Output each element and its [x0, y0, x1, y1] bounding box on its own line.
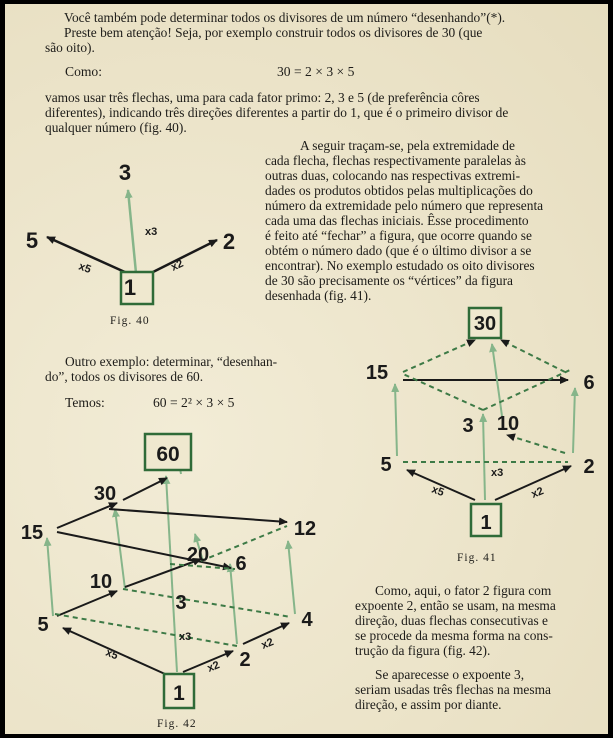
right-para-line-10: de 30 são precisamente os “vértices” da figura [265, 273, 513, 288]
fig41-node-10: 10 [496, 413, 520, 435]
right-para-line-11: desenhada (fig. 41). [265, 288, 372, 303]
bottom-para2-line-2: seriam usadas três flechas na mesma [355, 682, 551, 697]
fig40-end-3: 3 [118, 160, 132, 185]
fig42-node-3: 3 [175, 592, 187, 614]
fig42-node-30: 30 [93, 483, 117, 505]
fig42-edge-15-30 [57, 503, 117, 528]
fig42-node-60: 60 [156, 443, 180, 466]
como-label: Como: [65, 64, 103, 79]
fig41-mult-x3: x3 [491, 467, 504, 479]
fig41-caption: Fig. 41 [457, 552, 497, 564]
fig42-edge-30-60 [123, 478, 167, 500]
fig42-mult-x2a: x2 [205, 659, 222, 675]
intro-line-2: Preste bem atenção! Seja, por exemplo construir todos os divisores de 30 (que [64, 25, 483, 40]
fig40-mult-x3: x3 [145, 226, 158, 238]
fig40-mult-x5: x5 [76, 260, 93, 277]
other-example-line-2: do”, todos os divisores de 60. [45, 369, 204, 384]
right-para-line-4: dades os produtos obtidos pelas multiplicações do [265, 183, 533, 198]
fig40-mult-x2: x2 [169, 257, 186, 274]
bottom-para-line-1: Como, aqui, o fator 2 figura com [375, 583, 552, 598]
right-para-line-3: outras duas, colocando nas respectivas extremi- [265, 168, 521, 183]
fig40-caption: Fig. 40 [110, 315, 150, 327]
como-formula: 30 = 2 × 3 × 5 [277, 64, 355, 79]
fig42-edge-10-30 [115, 509, 125, 589]
right-para-line-5: número da extremidade pelo número que representa [265, 198, 544, 213]
fig42-node-2: 2 [239, 649, 251, 671]
fig41-node-6: 6 [583, 372, 595, 394]
fig42-node-4: 4 [301, 609, 313, 631]
fig42-node-15: 15 [20, 522, 44, 544]
bottom-para-line-4: se procede da mesma forma na cons- [355, 628, 553, 643]
temos-label: Temos: [65, 395, 105, 410]
right-para-line-2: cada flecha, flechas respectivamente paralelas às [265, 153, 526, 168]
bottom-para-line-2: expoente 2, então se usam, na mesma [355, 598, 556, 613]
right-para-line-1: A seguir traçam-se, pela extremidade de [300, 138, 515, 153]
book-page [5, 4, 608, 734]
fig42-node-20: 20 [186, 544, 210, 566]
fig41-node-1: 1 [480, 512, 492, 534]
bottom-para-line-5: trução da figura (fig. 42). [355, 643, 491, 658]
bottom-para-line-3: direção, duas flechas consecutivas e [355, 613, 548, 628]
right-para-line-7: é feito até “fechar” a figura, que ocorre quando se [265, 228, 532, 243]
fig42-mult-x5: x5 [103, 646, 120, 663]
right-para-line-8: obtém o número dado (que é o último divisor a se [265, 243, 532, 258]
fig41-mult-x2: x2 [529, 485, 546, 501]
fig41-mult-x5: x5 [429, 483, 446, 500]
fig42-edge-10-4 [123, 589, 291, 617]
fig42-node-1: 1 [173, 682, 185, 705]
fig42-edge-2-6 [230, 564, 237, 644]
fig42-mult-x2b: x2 [259, 636, 276, 652]
fig40-end-2: 2 [222, 229, 236, 254]
fig42-edge-5-2 [55, 614, 237, 646]
fig42-node-12: 12 [293, 518, 317, 540]
fig42-caption: Fig. 42 [157, 718, 197, 730]
fig41-node-2: 2 [583, 456, 595, 478]
intro-line-1: Você também pode determinar todos os divisores de um número “desenhando”(*). [64, 10, 506, 25]
fig42-edge-5-10 [57, 591, 117, 616]
fig41-node-3: 3 [462, 415, 474, 437]
right-para-line-9: encontrar). No exemplo estudado os oito divisores [265, 258, 535, 273]
fig40-end-5: 5 [25, 228, 39, 253]
fig41-node-15: 15 [365, 362, 389, 384]
fig42-node-5: 5 [37, 614, 49, 636]
fig42-node-10: 10 [89, 571, 113, 593]
right-para-line-6: cada uma das flechas iniciais. Êsse procedimento [265, 213, 529, 228]
arrows-para-line-2: diferentes), indicando três direções diferentes a partir do 1, que é o primeiro divisor de [45, 105, 509, 120]
fig41-node-30: 30 [473, 313, 497, 335]
arrows-para-line-3: qualquer número (fig. 40). [45, 120, 187, 135]
intro-line-3: são oito). [45, 40, 95, 55]
fig41-node-5: 5 [380, 454, 392, 476]
fig40-origin: 1 [123, 275, 137, 300]
bottom-para2-line-1: Se aparecesse o expoente 3, [375, 667, 525, 682]
fig42-edge-5-15 [47, 538, 53, 616]
fig42-edge-1-3 [166, 476, 177, 672]
bottom-para2-line-3: direção, e assim por diante. [355, 697, 502, 712]
fig42-node-6: 6 [235, 553, 247, 575]
fig42-edge-4-12 [288, 541, 295, 614]
temos-formula: 60 = 2² × 3 × 5 [153, 395, 235, 410]
other-example-line-1: Outro exemplo: determinar, “desenhan- [65, 354, 278, 369]
arrows-para-line-1: vamos usar três flechas, uma para cada fator primo: 2, 3 e 5 (de preferência côres [45, 90, 480, 105]
fig42-mult-x3: x3 [179, 631, 192, 643]
fig42-edge-30-12 [109, 509, 287, 522]
